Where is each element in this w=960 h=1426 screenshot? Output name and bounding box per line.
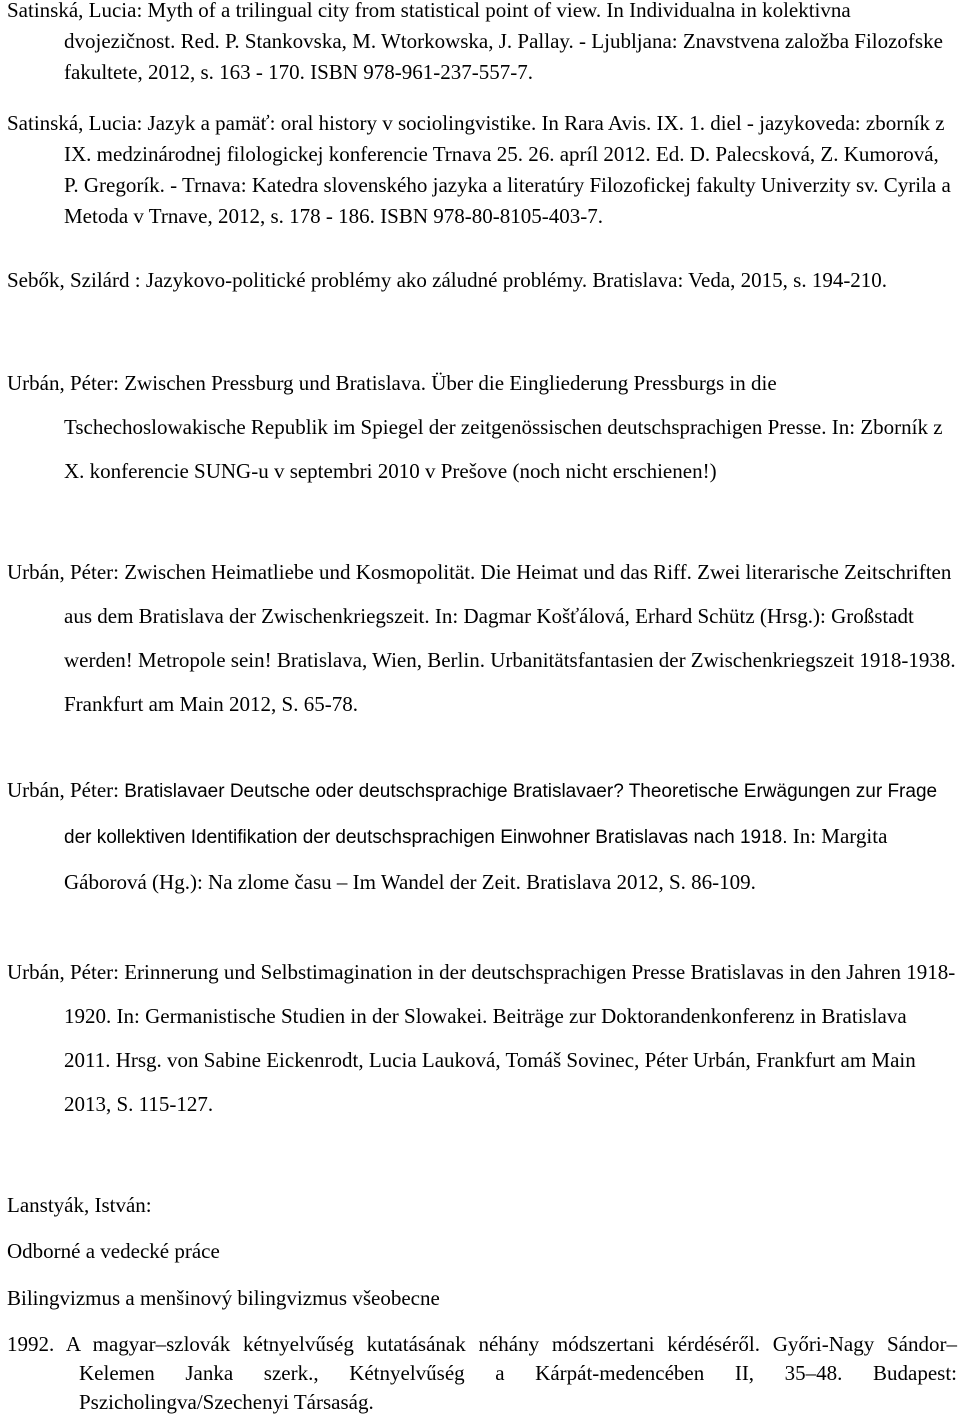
entry-text: Urbán, Péter: Zwischen Heimatliebe und Kosmopolität. Die Heimat und das Riff. Zwei literarische Zeitschriften aus dem Bratislava der Zwischenkriegszeit. In: Dagmar Košťálová, Erhard Schütz (Hrsg.): Großstadt werden! Metropole sein! Bratislava, Wien, Berlin. Urbanitätsfantasien der Zwischenkriegszeit 1918-1938. Frankfurt am Main 2012, S. 65-78. xyxy=(7,560,956,716)
entry-text: Satinská, Lucia: Jazyk a pamäť: oral history v sociolingvistike. In Rara Avis. IX. 1. diel - jazykoveda: zborník z IX. medzinárodnej filologickej konferencie Trnava 25. 26. apríl 2012. Ed. D. Palecsková, Z. Kumorová, P. Gregorík. - Trnava: Katedra slovenského jazyka a literatúry Filozofickej fakulty Univerzity sv. Cyrila a Metoda v Trnave, 2012, s. 178 - 186. ISBN 978-80-8105-403-7. xyxy=(7,111,951,228)
bibliography-entry xyxy=(7,265,957,296)
bibliography-entry xyxy=(7,550,957,726)
bibliography-entry xyxy=(7,768,957,904)
entry-author: Urbán, Péter: xyxy=(7,778,125,802)
section-author: Lanstyák, István: xyxy=(7,1193,152,1217)
bibliography-entry xyxy=(7,108,957,232)
entry-text: Urbán, Péter: Zwischen Pressburg und Bratislava. Über die Eingliederung Pressburgs in die Tschechoslowakische Republik im Spiegel der zeitgenössischen deutschsprachigen Presse. In: Zborník z X. konferencie SUNG-u v septembri 2010 v Prešove (noch nicht erschienen!) xyxy=(7,371,943,483)
entry-text: Urbán, Péter: Erinnerung und Selbstimagination in der deutschsprachigen Presse Bratislavas in den Jahren 1918-1920. In: Germanistische Studien in der Slowakei. Beiträge zur Doktorandenkonferenz in Bratislava 2011. Hrsg. von Sabine Eickenrodt, Lucia Lauková, Tomáš Sovinec, Péter Urbán, Frankfurt am Main 2013, S. 115-127. xyxy=(7,960,956,1116)
bibliography-entry xyxy=(7,361,957,493)
entry-text xyxy=(7,768,957,904)
entry-text: Sebők, Szilárd : Jazykovo-politické problémy ako záludné problémy. Bratislava: Veda, 2015, s. 194-210. xyxy=(7,268,888,292)
bibliography-entry xyxy=(7,950,957,1126)
section-heading: Odborné a vedecké práce xyxy=(7,1239,220,1263)
entry-text: 1992. A magyar–szlovák kétnyelvűség kutatásának néhány módszertani kérdéséről. Győri-Nagy Sándor–Kelemen Janka szerk., Kétnyelvűség a Kárpát-medencében II, 35–48. Budapest: Pszicholingva/Szechenyi Társaság. xyxy=(7,1332,957,1414)
bibliography-entry xyxy=(7,1330,957,1417)
bibliography-entry xyxy=(7,0,957,88)
entry-source: In: Margita Gáborová (Hg.): Na zlome času – Im Wandel der Zeit. Bratislava 2012, S. 86-109. xyxy=(64,824,888,894)
entry-text: Satinská, Lucia: Myth of a trilingual city from statistical point of view. In Individualna in kolektivna dvojezičnost. Red. P. Stankovska, M. Wtorkowska, J. Pallay. - Ljubljana: Znavstvena založba Filozofske fakultete, 2012, s. 163 - 170. ISBN 978-961-237-557-7. xyxy=(7,0,943,84)
section-subheading: Bilingvizmus a menšinový bilingvizmus všeobecne xyxy=(7,1286,440,1310)
entry-title: Bratislavaer Deutsche oder deutschsprachige Bratislavaer? Theoretische Erwägungen zur Frage der kollektiven Identifikation der deutschsprachigen Einwohner Bratislavas nach 1918. xyxy=(64,781,938,848)
